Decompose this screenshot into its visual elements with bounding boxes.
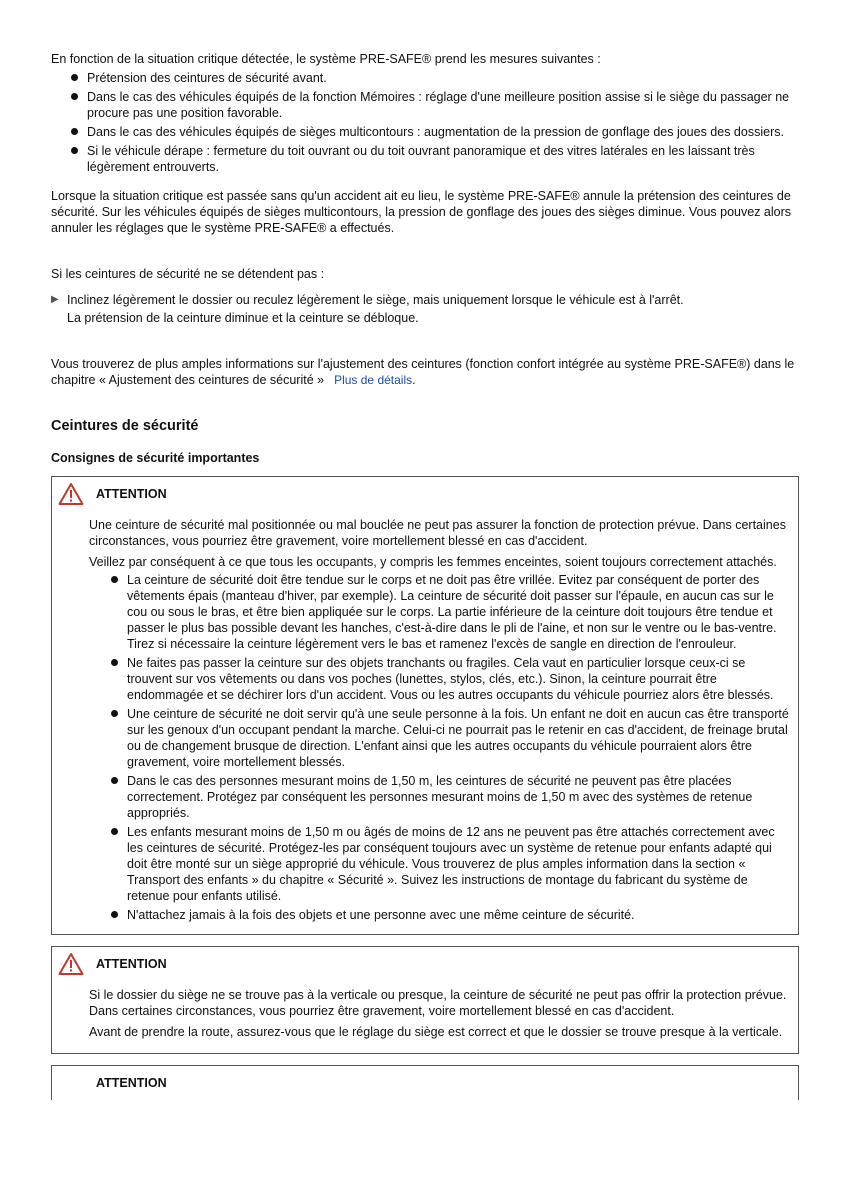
warning-title: ATTENTION [96, 1076, 167, 1090]
list-item: Prétension des ceintures de sécurité avant. [87, 70, 799, 86]
step-arrow-icon: ▶ [51, 294, 59, 305]
warning-paragraph: Avant de prendre la route, assurez-vous que le réglage du siège est correct et que le dossier se trouve presque à la verticale. [89, 1025, 783, 1039]
after-text: Lorsque la situation critique est passée sans qu'un accident ait eu lieu, le système PRE-SAFE® annule la prétension des ceintures de sécurité. Sur les véhicules équipés de sièges multicontours, la pression de gonflage des joues des sièges diminue. Vous pouvez alors annuler les réglages que le système PRE-SAFE® a effectués. [51, 189, 792, 235]
subsection-title: Consignes de sécurité importantes [51, 451, 260, 465]
list-item: La ceinture de sécurité doit être tendue sur le corps et ne doit pas être vrillée. Evitez par conséquent de porter des vêtements épais (manteau d'hiver, par exemple). La ceinture de sécurité doit passer sur l'épaule, en aucun cas sur le cou ou sous le bras, et être bien appliquée sur le corps. La partie inférieure de la ceinture doit toujours être tendue et passer le plus bas possible devant les hanches, c'est-à-dire dans le pli de l'aine, et non sur le ventre ou le bas-ventre. Tirez si nécessaire la ceinture légèrement vers le bas et ramenez l'excès de sangle en direction de l'enrouleur. [127, 572, 790, 652]
warning-header [52, 1066, 798, 1100]
instruction-step [51, 292, 799, 308]
list-item: Dans le cas des personnes mesurant moins de 1,50 m, les ceintures de sécurité ne peuvent pas être placées correctement. Protégez par conséquent les personnes mesurant moins de 1,50 m avec des systèmes de retenue appropriés. [127, 773, 790, 821]
list-item: Dans le cas des véhicules équipés de la fonction Mémoires : réglage d'une meilleure position assise si le siège du passager ne procure pas une position favorable. [87, 89, 799, 121]
intro-text: En fonction de la situation critique détectée, le système PRE-SAFE® prend les mesures suivantes : [51, 52, 601, 66]
warning-box [51, 476, 799, 935]
list-item: Les enfants mesurant moins de 1,50 m ou âgés de moins de 12 ans ne peuvent pas être attachés correctement avec les ceintures de sécurité. Protégez-les par conséquent toujours avec un système de retenue pour enfants adapté qui doit être monté sur un siège approprié du véhicule. Vous trouverez de plus amples information dans la section « Transport des enfants » du chapitre « Sécurité ». Suivez les instructions de montage du fabricant du système de retenue pour enfants utilisé. [127, 824, 790, 904]
warning-box [51, 1065, 799, 1100]
warning-header [52, 947, 798, 981]
list-item: Si le véhicule dérape : fermeture du toit ouvrant ou du toit ouvrant panoramique et des vitres latérales en les laissant très légèrement entrouverts. [87, 143, 799, 175]
warning-title: ATTENTION [96, 487, 167, 501]
list-item: Ne faites pas passer la ceinture sur des objets tranchants ou fragiles. Cela vaut en particulier lorsque ceux-ci se trouvent sur vos vêtements ou dans vos poches (lunettes, stylos, clés, etc.). Sinon, la ceinture pourrait être endommagée et se déchirer lors d'un accident. Vous ou les autres occupants du véhicule pourriez alors être blessés. [127, 655, 790, 703]
more-details-link[interactable]: Plus de détails [334, 373, 413, 387]
page-content [51, 51, 799, 1111]
step-text: Inclinez légèrement le dossier ou reculez légèrement le siège, mais uniquement lorsque le véhicule est à l'arrêt. [67, 293, 684, 307]
warning-title: ATTENTION [96, 957, 167, 971]
step-result-text: La prétension de la ceinture diminue et la ceinture se débloque. [67, 311, 419, 325]
warning-triangle-icon [58, 482, 84, 506]
warning-triangle-icon [58, 952, 84, 976]
warning-box [51, 946, 799, 1054]
step-result [51, 310, 799, 326]
section-title: Ceintures de sécurité [51, 418, 199, 434]
belts-condition: Si les ceintures de sécurité ne se détendent pas : [51, 267, 325, 281]
warning-list [89, 572, 790, 923]
warning-paragraph: Une ceinture de sécurité mal positionnée ou mal bouclée ne peut pas assurer la fonction de protection prévue. Dans certaines circonstances, vous pourriez être gravement, voire mortellement blessé en cas d'accident. [89, 518, 786, 548]
warning-header [52, 477, 798, 511]
warning-body [52, 511, 798, 934]
list-item: Dans le cas des véhicules équipés de sièges multicontours : augmentation de la pression de gonflage des joues des dossiers. [87, 124, 799, 140]
warning-paragraph: Veillez par conséquent à ce que tous les occupants, y compris les femmes enceintes, soient toujours correctement attachés. [89, 555, 777, 569]
warning-body [52, 981, 798, 1053]
more-info-text: Vous trouverez de plus amples informations sur l'ajustement des ceintures (fonction confort intégrée au système PRE-SAFE®) dans le chapitre « Ajustement des ceintures de sécurité » Plus de détails. [51, 357, 795, 387]
list-item: N'attachez jamais à la fois des objets et une personne avec une même ceinture de sécurité. [127, 907, 790, 923]
list-item: Une ceinture de sécurité ne doit servir qu'à une seule personne à la fois. Un enfant ne doit en aucun cas être transporté sur les genoux d'un occupant pendant la marche. Celui-ci ne pourrait pas le retenir en cas d'accident, de freinage brutal ou de changement brusque de direction. L'enfant ainsi que les autres occupants du véhicule pourraient alors être gravement, voire mortellement blessés. [127, 707, 789, 769]
measures-list [51, 70, 799, 175]
warning-paragraph: Si le dossier du siège ne se trouve pas à la verticale ou presque, la ceinture de sécurité ne peut pas offrir la protection prévue. Dans certaines circonstances, vous pourriez être gravement, voire mortellement blessé en cas d'accident. [89, 988, 787, 1018]
